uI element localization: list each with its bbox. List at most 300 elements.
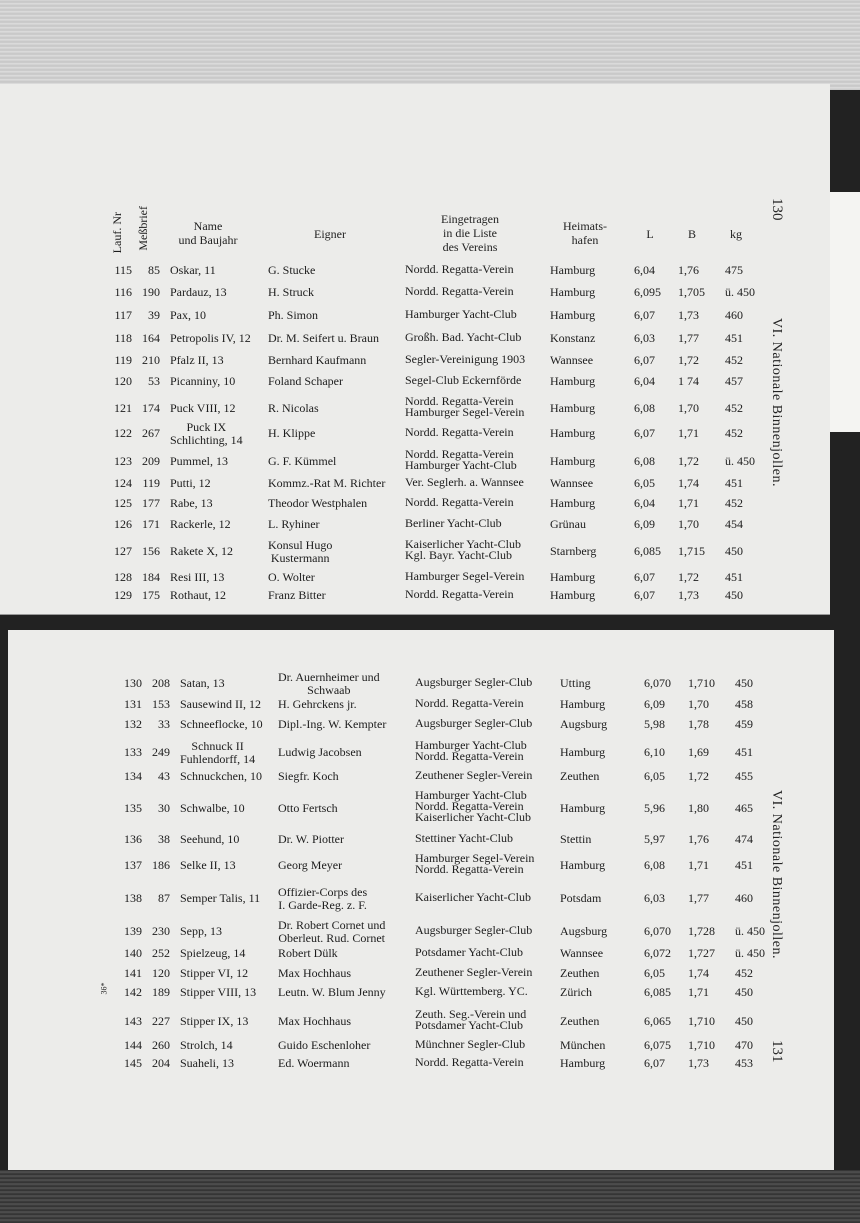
boat-name: Schnuck II Fuhlendorff, 14 [180,739,256,766]
table-row [10,670,860,697]
lauf-nr: 138 [124,891,142,905]
messbrief-nr: 85 [148,263,160,277]
club-name: Augsburger Segler-Club [415,923,533,937]
home-port: Hamburg [560,801,606,815]
weight-value: 450 [735,676,753,690]
weight-value: ü. 450 [735,946,765,960]
lauf-nr: 120 [114,374,132,388]
length-value: 6,070 [644,676,671,690]
weight-value: 452 [725,426,743,440]
length-value: 6,09 [634,517,655,531]
messbrief-nr: 230 [152,924,170,938]
weight-value: 452 [735,966,753,980]
owner: Robert Dülk [278,946,338,960]
beam-value: 1,70 [678,401,699,415]
length-value: 6,065 [644,1014,671,1028]
home-port: Hamburg [550,285,596,299]
weight-value: 450 [735,1014,753,1028]
club-list [405,375,521,386]
table-row [10,1007,860,1035]
beam-value: 1,76 [678,263,699,277]
book-edge-top [0,0,860,90]
club-name: Nordd. Regatta-Verein [415,799,524,813]
home-port: Grünau [550,517,586,531]
messbrief-nr: 33 [158,717,170,731]
club-list [415,925,532,936]
length-value: 6,05 [634,476,655,490]
messbrief-nr: 120 [152,966,170,980]
weight-value: 475 [725,263,743,277]
home-port: Hamburg [560,697,606,711]
owner: Siegfr. Koch [278,769,339,783]
length-value: 6,085 [644,985,671,999]
owner: Dipl.-Ing. W. Kempter [278,717,387,731]
home-port: Hamburg [550,588,596,602]
club-list [415,677,532,688]
side-title-bottom: VI. Nationale Binnenjollen. [769,790,784,960]
beam-value: 1,71 [688,858,709,872]
boat-name: Pummel, 13 [170,454,229,468]
boat-name: Semper Talis, 11 [180,891,261,905]
table-row [10,718,860,738]
owner: H. Struck [268,285,314,299]
messbrief-nr: 204 [152,1056,170,1070]
club-list [415,986,528,997]
boat-name: Rabe, 13 [170,496,213,510]
messbrief-nr: 30 [158,801,170,815]
owner: O. Wolter [268,570,315,584]
lauf-nr: 142 [124,985,142,999]
club-name: Augsburger Segler-Club [415,675,533,689]
messbrief-nr: 38 [158,832,170,846]
boat-name: Rakete X, 12 [170,544,233,558]
table-row [10,851,860,879]
owner: Leutn. W. Blum Jenny [278,985,386,999]
home-port: Konstanz [550,331,596,345]
length-value: 6,07 [634,308,655,322]
header-B: B [687,227,696,241]
boat-name: Stipper VI, 12 [180,966,249,980]
beam-value: 1,70 [688,697,709,711]
lauf-nr: 118 [114,331,132,345]
home-port: Zeuthen [560,769,600,783]
length-value: 6,08 [634,454,655,468]
boat-name: Pardauz, 13 [170,285,227,299]
beam-value: 1,72 [678,570,699,584]
table-row [0,375,860,395]
lauf-nr: 143 [124,1014,142,1028]
club-name: Hamburger Yacht-Club [415,788,527,802]
boat-name: Rackerle, 12 [170,517,231,531]
club-name: Münchner Segler-Club [415,1037,526,1051]
owner: Max Hochhaus [278,1014,351,1028]
beam-value: 1,71 [688,985,709,999]
messbrief-nr: 175 [142,588,160,602]
beam-value: 1,73 [678,588,699,602]
boat-name: Suaheli, 13 [180,1056,234,1070]
lauf-nr: 131 [124,697,142,711]
beam-value: 1,77 [688,891,709,905]
messbrief-nr: 156 [142,544,160,558]
page-number-bottom: 131 [769,1040,785,1063]
beam-value: 1 74 [678,374,699,388]
beam-value: 1,74 [688,966,709,980]
owner: Dr. Auernheimer und Schwaab [278,670,380,697]
side-title-top: VI. Nationale Binnenjollen. [769,318,784,488]
home-port: Hamburg [550,308,596,322]
beam-value: 1,72 [678,353,699,367]
length-value: 6,08 [644,858,665,872]
club-name: Potsdamer Yacht-Club [415,1018,523,1032]
club-name: Segler-Vereinigung 1903 [405,352,526,366]
table-row [0,518,860,538]
home-port: Hamburg [550,401,596,415]
club-name: Augsburger Segler-Club [415,716,533,730]
weight-value: 452 [725,496,743,510]
beam-value: 1,78 [688,717,709,731]
owner: Bernhard Kaufmann [268,353,367,367]
messbrief-nr: 174 [142,401,160,415]
club-name: Nordd. Regatta-Verein [405,262,514,276]
club-name: Nordd. Regatta-Verein [415,749,524,763]
owner: G. F. Kümmel [268,454,337,468]
club-list [405,332,521,343]
margin-mark: 36* [99,982,109,995]
boat-name: Selke II, 13 [180,858,236,872]
boat-name: Petropolis IV, 12 [170,331,251,345]
length-value: 6,04 [634,374,655,388]
table-row [10,885,860,912]
weight-value: 458 [735,697,753,711]
weight-value: 460 [725,308,743,322]
length-value: 6,03 [634,331,655,345]
club-name: Kaiserlicher Yacht-Club [405,537,521,551]
messbrief-nr: 119 [142,476,160,490]
club-list [415,1057,524,1068]
weight-value: 470 [735,1038,753,1052]
club-list [405,518,502,529]
boat-name: Pfalz II, 13 [170,353,224,367]
table-row [0,589,860,609]
weight-value: 451 [725,476,743,490]
length-value: 6,07 [634,570,655,584]
club-list [405,589,514,600]
header-kg: kg [730,227,742,241]
home-port: Hamburg [560,745,606,759]
lauf-nr: 119 [114,353,132,367]
weight-value: 452 [725,401,743,415]
weight-value: 450 [725,544,743,558]
lauf-nr: 126 [114,517,132,531]
lauf-nr: 144 [124,1038,142,1052]
weight-value: 457 [725,374,743,388]
page-number-top: 130 [769,198,785,221]
boat-name: Stipper IX, 13 [180,1014,249,1028]
lauf-nr: 117 [114,308,132,322]
owner: Dr. W. Piotter [278,832,345,846]
boat-name: Seehund, 10 [180,832,240,846]
lauf-nr: 135 [124,801,142,815]
club-list [415,833,513,844]
club-name: Hamburger Yacht-Club [405,307,517,321]
owner: L. Ryhiner [268,517,320,531]
messbrief-nr: 171 [142,517,160,531]
owner: Franz Bitter [268,588,326,602]
owner: Otto Fertsch [278,801,338,815]
club-name: Segel-Club Eckernförde [405,373,522,387]
lauf-nr: 122 [114,426,132,440]
club-name: Zeuthener Segler-Verein [415,768,533,782]
header-L: L [646,227,654,241]
home-port: Hamburg [550,496,596,510]
club-name: Hamburger Segel-Verein [405,405,525,419]
owner: Ludwig Jacobsen [278,745,362,759]
table-row [10,986,860,1006]
boat-name: Rothaut, 12 [170,588,226,602]
club-list [405,354,525,365]
lauf-nr: 130 [124,676,142,690]
boat-name: Oskar, 11 [170,263,216,277]
beam-value: 1,728 [688,924,715,938]
length-value: 6,07 [634,353,655,367]
lauf-nr: 136 [124,832,142,846]
table-row [0,354,860,374]
home-port: München [560,1038,606,1052]
boat-name: Spielzeug, 14 [180,946,246,960]
owner: R. Nicolas [268,401,319,415]
home-port: Augsburg [560,924,608,938]
messbrief-nr: 186 [152,858,170,872]
club-list [415,892,531,903]
messbrief-nr: 210 [142,353,160,367]
beam-value: 1,73 [688,1056,709,1070]
messbrief-nr: 208 [152,676,170,690]
beam-value: 1,80 [688,801,709,815]
lauf-nr: 141 [124,966,142,980]
owner: Ed. Woermann [278,1056,350,1070]
club-list [405,571,524,582]
owner: Dr. M. Seifert u. Braun [268,331,379,345]
lauf-nr: 121 [114,401,132,415]
lauf-nr: 129 [114,588,132,602]
lauf-nr: 127 [114,544,132,558]
club-name: Ver. Seglerh. a. Wannsee [405,475,524,489]
lauf-nr: 132 [124,717,142,731]
length-value: 5,96 [644,801,665,815]
weight-value: 453 [735,1056,753,1070]
club-name: Berliner Yacht-Club [405,516,502,530]
club-name: Kaiserlicher Yacht-Club [415,810,531,824]
messbrief-nr: 43 [158,769,170,783]
club-name: Zeuth. Seg.-Verein und [415,1007,527,1021]
home-port: Hamburg [550,374,596,388]
club-list [415,790,531,823]
lauf-nr: 137 [124,858,142,872]
length-value: 6,04 [634,496,655,510]
header-name: Name und Baujahr [178,219,238,247]
home-port: Hamburg [550,263,596,277]
length-value: 5,98 [644,717,665,731]
beam-value: 1,72 [688,769,709,783]
club-list [405,477,524,488]
table-row [10,788,860,824]
home-port: Starnberg [550,544,597,558]
beam-value: 1,710 [688,676,715,690]
boat-name: Puck VIII, 12 [170,401,236,415]
beam-value: 1,715 [678,544,705,558]
table-row [10,833,860,853]
owner: Offizier-Corps des I. Garde-Reg. z. F. [278,885,368,912]
length-value: 6,095 [634,285,661,299]
club-list [415,770,532,781]
messbrief-nr: 53 [148,374,160,388]
club-list [415,718,532,729]
table-row [10,770,860,790]
boat-name: Stipper VIII, 13 [180,985,257,999]
club-list [405,309,517,320]
weight-value: 451 [725,570,743,584]
home-port: Potsdam [560,891,602,905]
header-hafen: Heimats- hafen [563,219,607,247]
boat-name: Schwalbe, 10 [180,801,245,815]
club-list [415,1009,526,1031]
weight-value: 451 [735,745,753,759]
club-name: Hamburger Segel-Verein [415,851,535,865]
beam-value: 1,71 [678,426,699,440]
club-name: Nordd. Regatta-Verein [405,284,514,298]
club-name: Kaiserlicher Yacht-Club [415,890,531,904]
table-row [0,286,860,306]
table-row [10,1057,860,1077]
lauf-nr: 139 [124,924,142,938]
table-row [0,477,860,497]
lauf-nr: 128 [114,570,132,584]
boat-name: Sepp, 13 [180,924,222,938]
club-list [405,427,514,438]
table-row [0,309,860,329]
lauf-nr: 145 [124,1056,142,1070]
home-port: Wannsee [550,353,594,367]
home-port: Utting [560,676,591,690]
table-row [10,738,860,766]
beam-value: 1,710 [688,1038,715,1052]
table-row [10,918,860,945]
owner: Dr. Robert Cornet und Oberleut. Rud. Cornet [278,918,386,945]
length-value: 6,10 [644,745,665,759]
messbrief-nr: 164 [142,331,160,345]
table-row [0,420,860,447]
messbrief-nr: 260 [152,1038,170,1052]
weight-value: ü. 450 [735,924,765,938]
beam-value: 1,710 [688,1014,715,1028]
club-list [415,967,532,978]
length-value: 6,05 [644,769,665,783]
club-list [405,449,517,471]
lauf-nr: 115 [114,263,132,277]
messbrief-nr: 249 [152,745,170,759]
club-name: Nordd. Regatta-Verein [405,394,514,408]
lauf-nr: 116 [114,285,132,299]
boat-name: Pax, 10 [170,308,206,322]
club-list [405,286,514,297]
length-value: 6,04 [634,263,655,277]
table-row [0,332,860,352]
club-list [415,947,523,958]
weight-value: 451 [725,331,743,345]
weight-value: 450 [735,985,753,999]
owner: Foland Schaper [268,374,343,388]
owner: Ph. Simon [268,308,319,322]
weight-value: 455 [735,769,753,783]
messbrief-nr: 153 [152,697,170,711]
club-name: Hamburger Segel-Verein [405,569,525,583]
boat-name: Resi III, 13 [170,570,225,584]
club-list [405,539,521,561]
club-name: Nordd. Regatta-Verein [415,1055,524,1069]
club-list [405,264,514,275]
length-value: 6,070 [644,924,671,938]
book-edge-bottom [0,1170,860,1223]
home-port: Hamburg [560,858,606,872]
messbrief-nr: 87 [158,891,170,905]
lauf-nr: 123 [114,454,132,468]
owner: G. Stucke [268,263,316,277]
beam-value: 1,705 [678,285,705,299]
beam-value: 1,76 [688,832,709,846]
lauf-nr: 125 [114,496,132,510]
messbrief-nr: 189 [152,985,170,999]
weight-value: 460 [735,891,753,905]
table-row [0,497,860,517]
weight-value: ü. 450 [725,454,755,468]
table-row [0,537,860,565]
club-list [415,698,524,709]
club-list [415,853,534,875]
messbrief-nr: 177 [142,496,160,510]
club-name: Nordd. Regatta-Verein [405,495,514,509]
length-value: 6,07 [634,426,655,440]
length-value: 6,03 [644,891,665,905]
length-value: 6,09 [644,697,665,711]
beam-value: 1,77 [678,331,699,345]
club-name: Nordd. Regatta-Verein [415,696,524,710]
club-name: Nordd. Regatta-Verein [415,862,524,876]
header-eigner: Eigner [314,227,346,241]
owner: Max Hochhaus [278,966,351,980]
length-value: 6,08 [634,401,655,415]
beam-value: 1,72 [678,454,699,468]
table-row [0,264,860,284]
club-name: Hamburger Yacht-Club [405,458,517,472]
table-row [10,947,860,967]
weight-value: ü. 450 [725,285,755,299]
owner: Theodor Westphalen [268,496,368,510]
club-name: Kgl. Bayr. Yacht-Club [405,548,513,562]
home-port: Hamburg [550,570,596,584]
club-name: Nordd. Regatta-Verein [405,425,514,439]
messbrief-nr: 209 [142,454,160,468]
owner: Guido Eschenloher [278,1038,371,1052]
club-name: Großh. Bad. Yacht-Club [405,330,522,344]
boat-name: Schneeflocke, 10 [180,717,263,731]
home-port: Wannsee [560,946,604,960]
home-port: Hamburg [550,454,596,468]
lauf-nr: 124 [114,476,132,490]
home-port: Augsburg [560,717,608,731]
club-list [405,396,524,418]
club-name: Zeuthener Segler-Verein [415,965,533,979]
messbrief-nr: 184 [142,570,160,584]
